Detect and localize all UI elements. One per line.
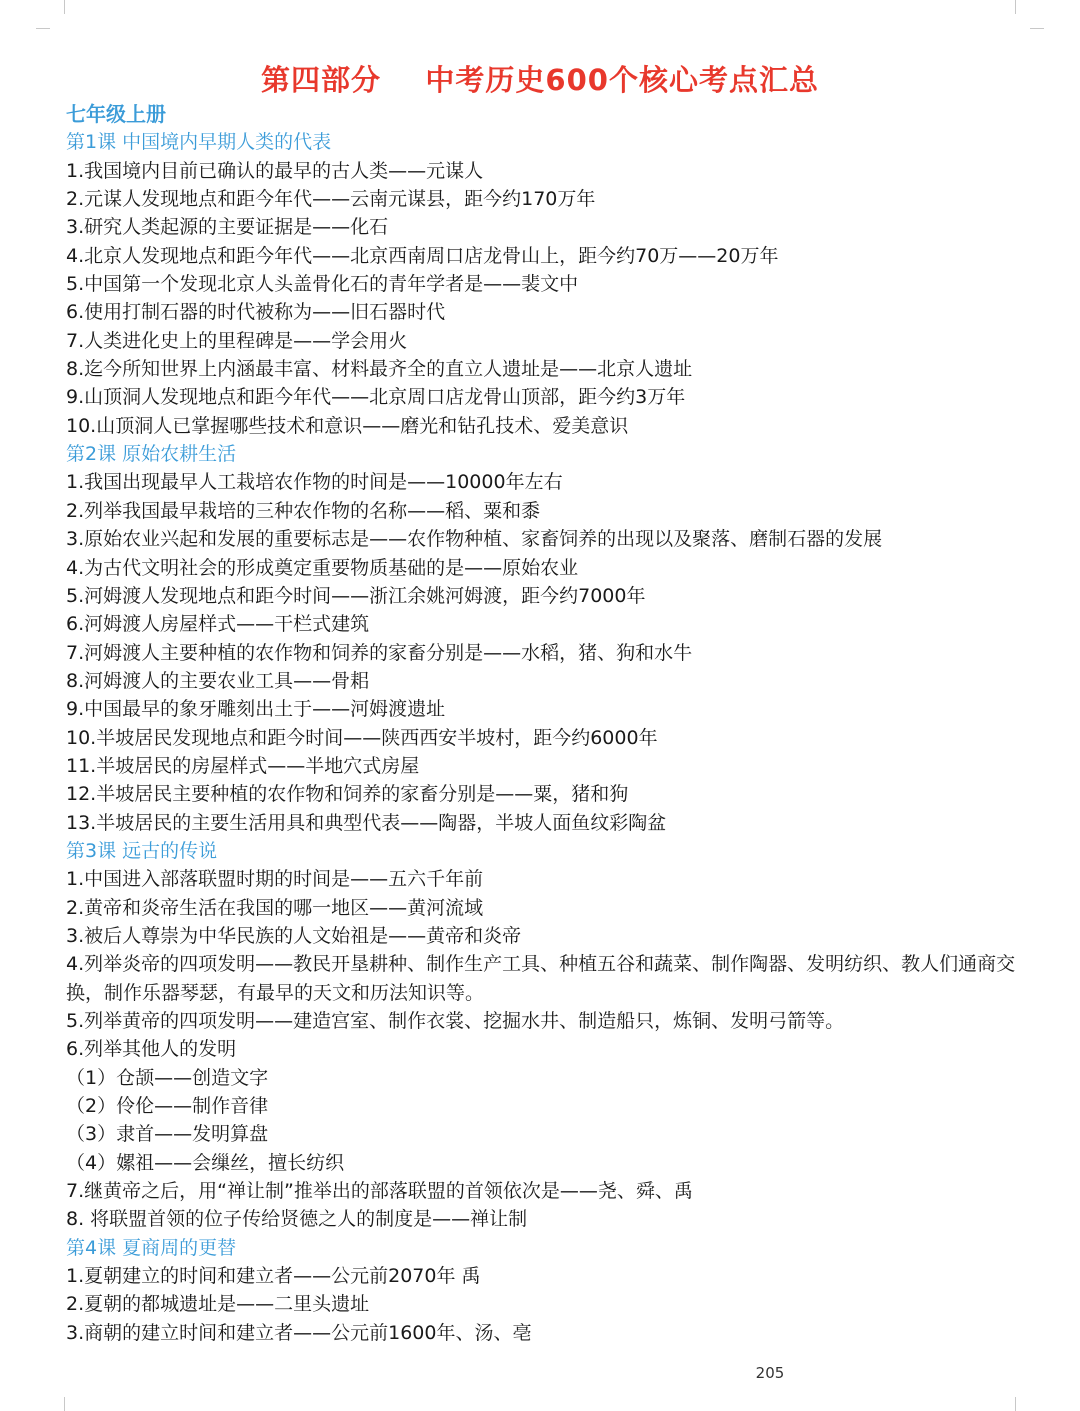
lesson-1-item: 9.山顶洞人发现地点和距今年代——北京周口店龙骨山顶部，距今约3万年 xyxy=(66,386,686,409)
lesson-2-item: 12.半坡居民主要种植的农作物和饲养的家畜分别是——粟，猪和狗 xyxy=(66,783,629,806)
lesson-3-item: 5.列举黄帝的四项发明——建造宫室、制作衣裳、挖掘水井、制造船只，炼铜、发明弓箭等。 xyxy=(66,1010,845,1032)
lesson-3-item: 3.被后人尊崇为中华民族的人文始祖是——黄帝和炎帝 xyxy=(66,924,522,947)
crop-mark-bottom-right xyxy=(1015,1397,1030,1411)
lesson-2-item: 5.河姆渡人发现地点和距今时间——浙江余姚河姆渡，距今约7000年 xyxy=(66,584,646,607)
lesson-3-item: 4.列举炎帝的四项发明——教民开垦耕种、制作生产工具、种植五谷和蔬菜、制作陶器、发明纺织、教人们通商交换，制作乐器琴瑟，有最早的天文和历法知识等。 xyxy=(66,953,1016,1004)
lesson-4-item: 3.商朝的建立时间和建立者——公元前1600年、汤、亳 xyxy=(66,1321,532,1344)
lesson-1-item: 3.研究人类起源的主要证据是——化石 xyxy=(66,216,389,239)
lesson-1-item: 8.迄今所知世界上内涵最丰富、材料最齐全的直立人遗址是——北京人遗址 xyxy=(66,358,693,381)
lesson-2-item: 6.河姆渡人房屋样式——干栏式建筑 xyxy=(66,613,370,636)
lesson-1-item: 7.人类进化史上的里程碑是——学会用火 xyxy=(66,329,408,352)
lesson-2-heading: 第2课 原始农耕生活 xyxy=(66,443,237,466)
lesson-3-subitem: （3）隶首——发明算盘 xyxy=(66,1123,269,1146)
lesson-1-item: 6.使用打制石器的时代被称为——旧石器时代 xyxy=(66,301,446,324)
lesson-2-item: 8.河姆渡人的主要农业工具——骨耜 xyxy=(66,669,370,692)
lesson-1-item: 2.元谋人发现地点和距今年代——云南元谋县，距今约170万年 xyxy=(66,188,596,211)
lesson-2-item: 11.半坡居民的房屋样式——半地穴式房屋 xyxy=(66,754,420,777)
document-body xyxy=(66,100,1026,1347)
lesson-1-item: 10.山顶洞人已掌握哪些技术和意识——磨光和钻孔技术、爱美意识 xyxy=(66,414,629,437)
lesson-1-heading: 第1课 中国境内早期人类的代表 xyxy=(66,131,332,154)
lesson-2-item: 1.我国出现最早人工栽培农作物的时间是——10000年左右 xyxy=(66,471,563,494)
grade-heading: 七年级上册 xyxy=(66,102,166,126)
crop-mark-top-right-horizontal xyxy=(1030,14,1044,29)
lesson-4-heading: 第4课 夏商周的更替 xyxy=(66,1236,237,1259)
crop-mark-top-left-horizontal xyxy=(36,14,50,29)
lesson-3-subitem: （1）仓颉——创造文字 xyxy=(66,1066,269,1089)
lesson-1-item: 1.我国境内目前已确认的最早的古人类——元谋人 xyxy=(66,159,484,182)
page-number: 205 xyxy=(755,1364,785,1382)
lesson-2-item: 2.列举我国最早栽培的三种农作物的名称——稻、粟和黍 xyxy=(66,499,541,522)
crop-mark-top-right xyxy=(1015,0,1030,14)
lesson-2-item: 10.半坡居民发现地点和距今时间——陕西西安半坡村，距今约6000年 xyxy=(66,726,658,749)
lesson-2-item: 3.原始农业兴起和发展的重要标志是——农作物种植、家畜饲养的出现以及聚落、磨制石器的发展 xyxy=(66,528,883,551)
lesson-2-item: 13.半坡居民的主要生活用具和典型代表——陶器，半坡人面鱼纹彩陶盆 xyxy=(66,811,667,834)
lesson-3-item: 7.继黄帝之后，用“禅让制”推举出的部落联盟的首领依次是——尧、舜、禹 xyxy=(66,1180,693,1203)
crop-mark-top-left xyxy=(50,0,65,14)
lesson-2-item: 4.为古代文明社会的形成奠定重要物质基础的是——原始农业 xyxy=(66,556,579,579)
lesson-3-subitem: （4）嫘祖——会缫丝，擅长纺织 xyxy=(66,1151,345,1174)
page-title: 第四部分 中考历史600个核心考点汇总 xyxy=(261,63,819,97)
lesson-4-item: 2.夏朝的都城遗址是——二里头遗址 xyxy=(66,1293,370,1316)
lesson-3-item: 1.中国进入部落联盟时期的时间是——五六千年前 xyxy=(66,868,484,891)
lesson-2-item: 9.中国最早的象牙雕刻出土于——河姆渡遗址 xyxy=(66,698,446,721)
lesson-1-item: 4.北京人发现地点和距今年代——北京西南周口店龙骨山上，距今约70万——20万年 xyxy=(66,244,779,267)
lesson-3-item: 8. 将联盟首领的位子传给贤德之人的制度是——禅让制 xyxy=(66,1208,528,1231)
lesson-3-heading: 第3课 远古的传说 xyxy=(66,839,218,862)
lesson-4-item: 1.夏朝建立的时间和建立者——公元前2070年 禹 xyxy=(66,1265,481,1288)
crop-mark-bottom-left xyxy=(50,1397,65,1411)
lesson-3-item: 6.列举其他人的发明 xyxy=(66,1038,237,1061)
lesson-1-item: 5.中国第一个发现北京人头盖骨化石的青年学者是——裴文中 xyxy=(66,273,579,296)
lesson-3-subitem: （2）伶伦——制作音律 xyxy=(66,1095,269,1118)
lesson-3-item: 2.黄帝和炎帝生活在我国的哪一地区——黄河流域 xyxy=(66,896,484,919)
lesson-2-item: 7.河姆渡人主要种植的农作物和饲养的家畜分别是——水稻，猪、狗和水牛 xyxy=(66,641,693,664)
